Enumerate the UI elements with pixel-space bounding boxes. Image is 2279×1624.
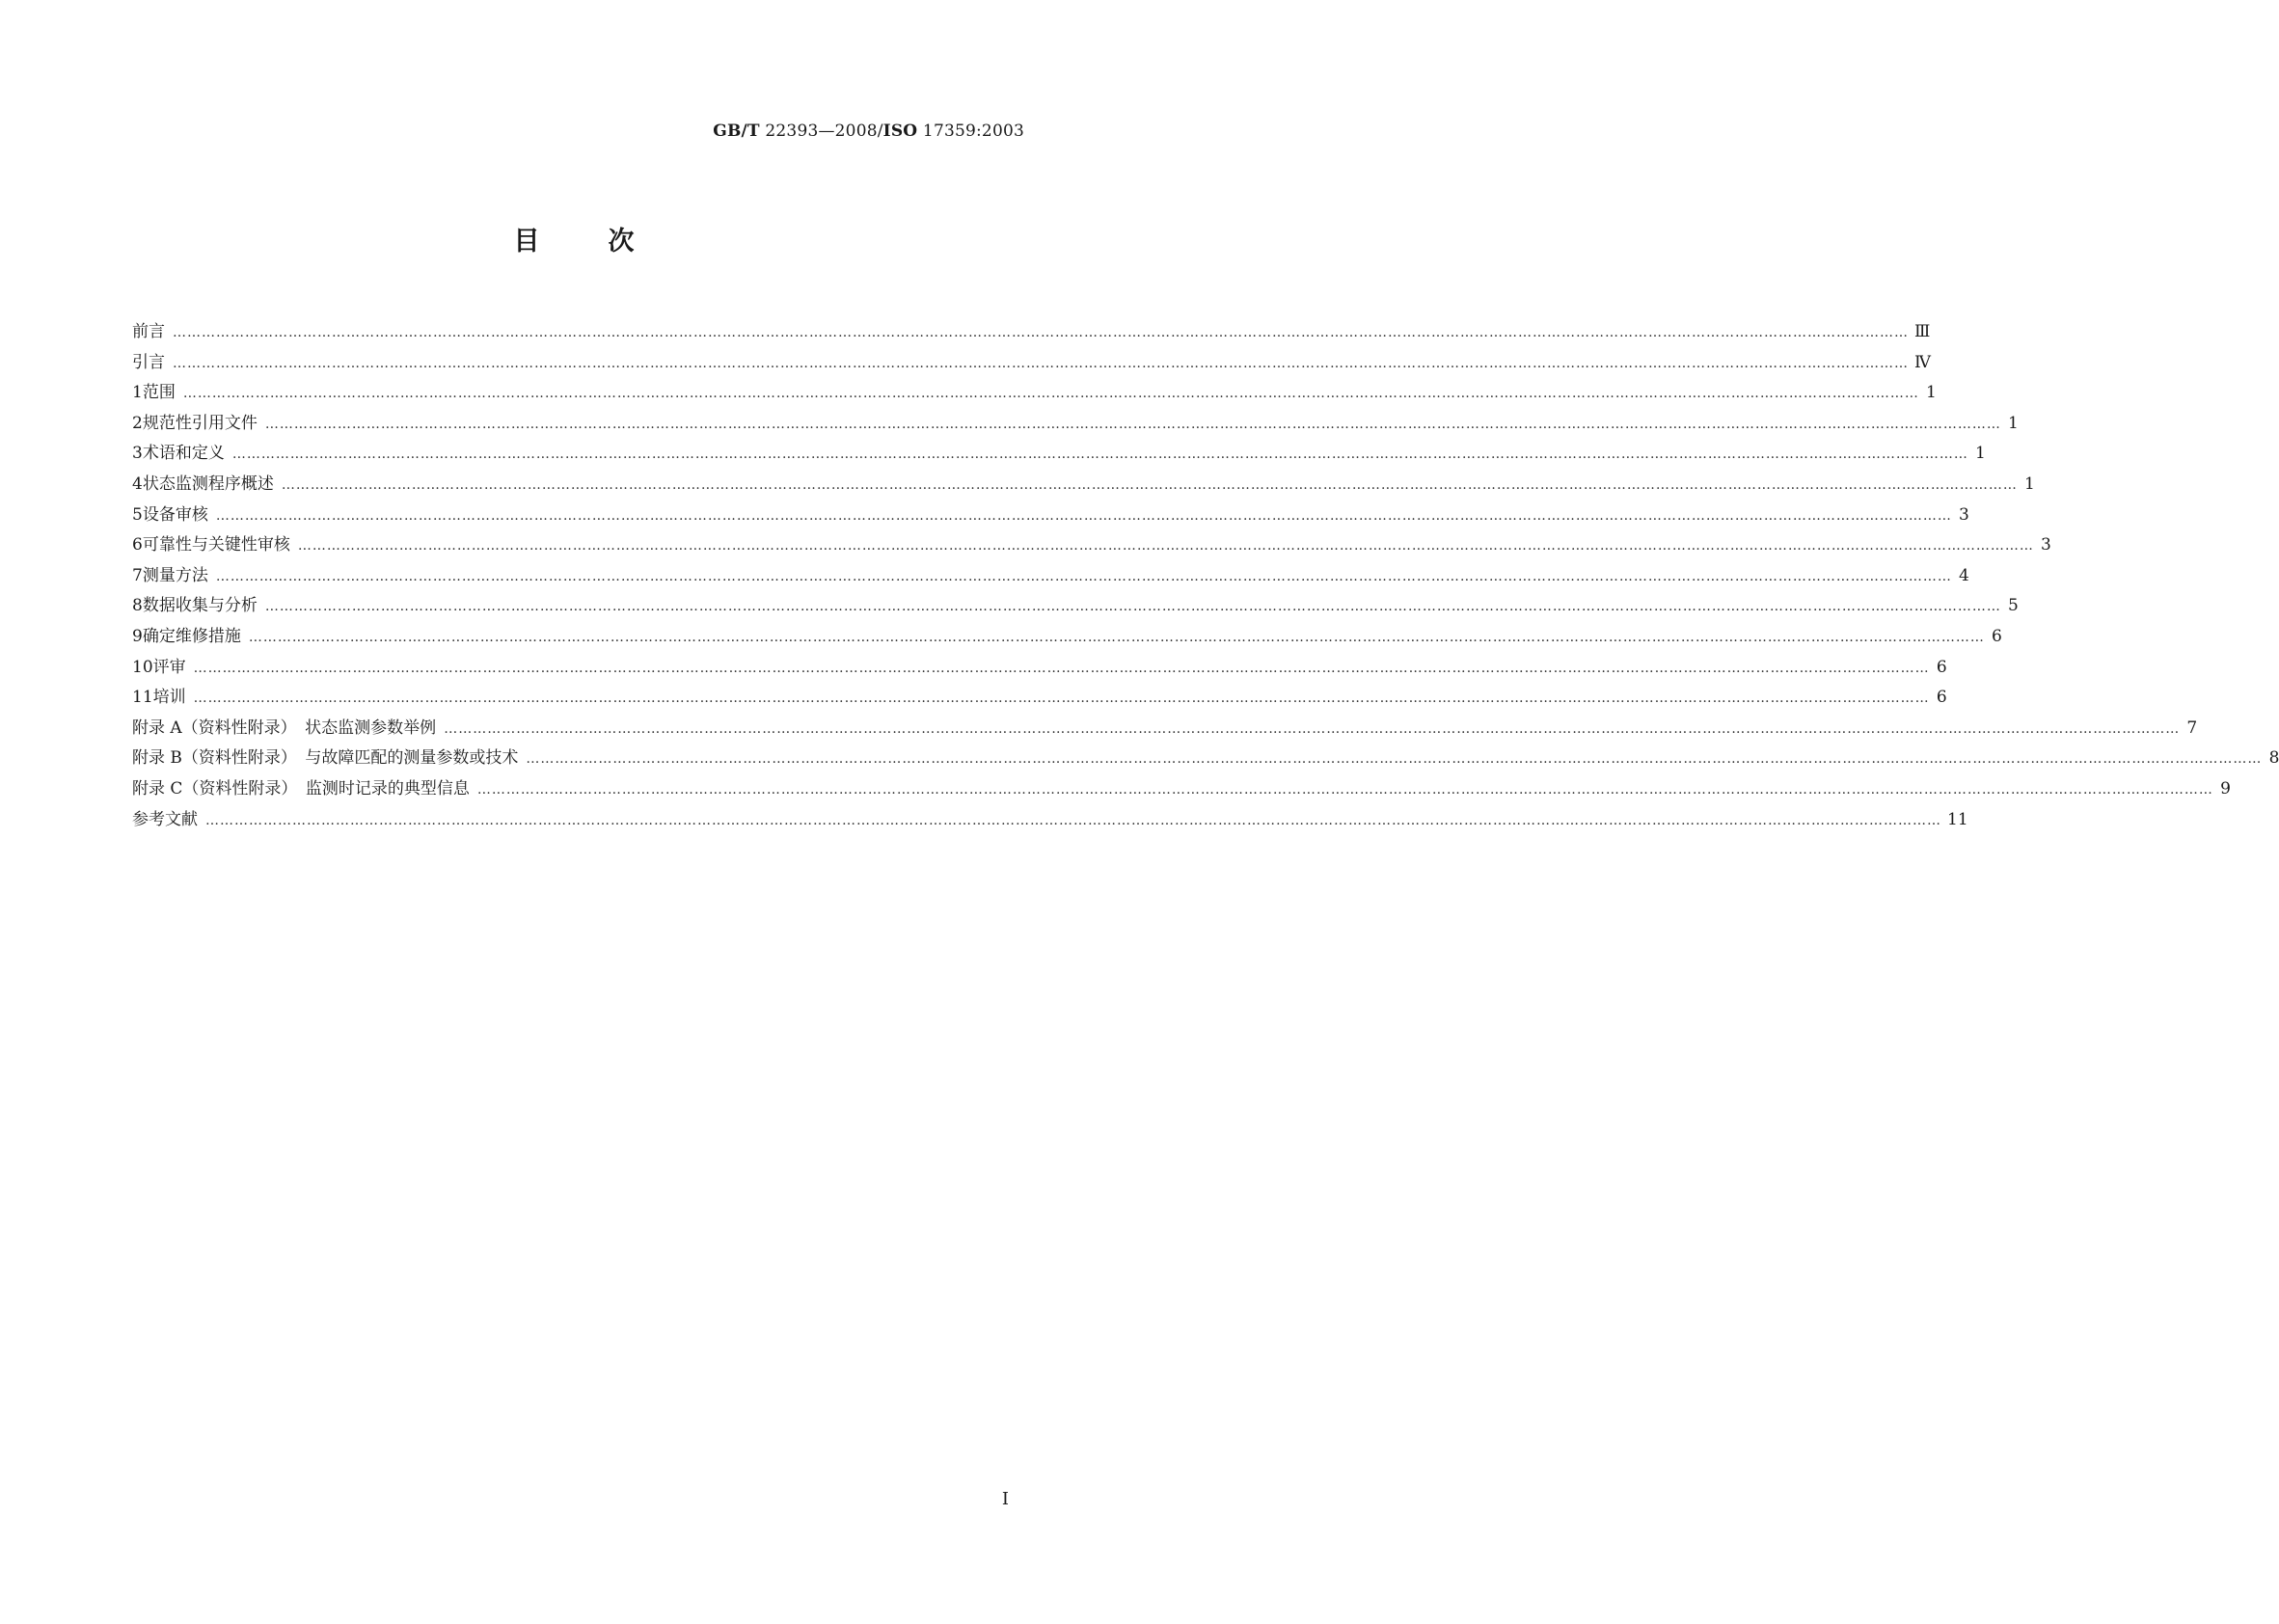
dot-leader: ……………………………………………………………………………………………………………………………………………………………………………………………………………………………………………………………………………………………………………………………… bbox=[526, 751, 2263, 768]
dot-leader: ……………………………………………………………………………………………………………………………………………………………………………………………………………………………………………………………………………………………………………………………… bbox=[264, 599, 2001, 615]
toc-entry-6[interactable] bbox=[132, 530, 2051, 561]
table-of-contents bbox=[132, 317, 2279, 835]
toc-number: 10 bbox=[132, 657, 153, 677]
toc-page-number: Ⅲ bbox=[1914, 322, 1931, 341]
dot-leader: ……………………………………………………………………………………………………………………………………………………………………………………………………………………………………………………………………………………………………………………………… bbox=[476, 781, 2213, 798]
toc-entry-3[interactable] bbox=[132, 439, 1986, 470]
toc-number: 6 bbox=[132, 535, 143, 555]
dot-leader: ……………………………………………………………………………………………………………………………………………………………………………………………………………………………………………………………………………………………………………………………… bbox=[281, 476, 2018, 493]
dot-leader: ……………………………………………………………………………………………………………………………………………………………………………………………………………………………………………………………………………………………………………………………… bbox=[193, 690, 1930, 707]
toc-page-number: 9 bbox=[2220, 778, 2231, 798]
toc-page-number: 6 bbox=[1936, 657, 1947, 677]
dot-leader: ……………………………………………………………………………………………………………………………………………………………………………………………………………………………………………………………………………………………………………………………… bbox=[215, 507, 1952, 524]
dot-leader: ……………………………………………………………………………………………………………………………………………………………………………………………………………………………………………………………………………………………………………………………… bbox=[231, 447, 1968, 463]
toc-page-number: 1 bbox=[2024, 474, 2035, 494]
toc-page-number: 6 bbox=[1992, 626, 2002, 646]
page-title bbox=[0, 220, 1149, 257]
dot-leader: ……………………………………………………………………………………………………………………………………………………………………………………………………………………………………………………………………………………………………………………………… bbox=[205, 812, 1941, 828]
toc-page-number: 4 bbox=[1959, 565, 1969, 585]
toc-page-number: 1 bbox=[2008, 413, 2019, 433]
toc-label: 数据收集与分析 bbox=[142, 596, 258, 616]
toc-label: 状态监测程序概述 bbox=[142, 474, 274, 494]
toc-entry-annex-c[interactable] bbox=[132, 774, 2231, 805]
title-char-1: 目 bbox=[513, 227, 541, 257]
toc-page-number: 3 bbox=[1959, 504, 1969, 525]
toc-page-number: 8 bbox=[2268, 748, 2279, 769]
iso-prefix: ISO bbox=[882, 122, 918, 141]
dot-leader: ……………………………………………………………………………………………………………………………………………………………………………………………………………………………………………………………………………………………………………………………… bbox=[248, 629, 1985, 645]
toc-page-number: 6 bbox=[1936, 688, 1947, 708]
toc-label: 规范性引用文件 bbox=[142, 413, 258, 433]
toc-number: 8 bbox=[132, 596, 143, 616]
toc-entry-9[interactable] bbox=[132, 622, 2002, 653]
toc-number: 3 bbox=[132, 444, 143, 464]
toc-entry-bibliography[interactable] bbox=[132, 805, 1968, 836]
toc-label: 附录 A（资料性附录） 状态监测参数举例 bbox=[132, 717, 437, 738]
toc-entry-8[interactable] bbox=[132, 591, 2019, 622]
toc-entry-7[interactable] bbox=[132, 561, 1969, 592]
toc-page-number: 1 bbox=[1975, 444, 1986, 464]
toc-label: 可靠性与关键性审核 bbox=[142, 535, 290, 555]
dot-leader: ……………………………………………………………………………………………………………………………………………………………………………………………………………………………………………………………………………………………………………………………… bbox=[264, 416, 2001, 432]
standard-prefix: GB/T bbox=[713, 122, 760, 141]
toc-label: 确定维修措施 bbox=[142, 626, 241, 646]
toc-label: 附录 C（资料性附录） 监测时记录的典型信息 bbox=[132, 778, 470, 798]
toc-entry-1[interactable] bbox=[132, 378, 1937, 409]
dot-leader: ……………………………………………………………………………………………………………………………………………………………………………………………………………………………………………………………………………………………………………………………… bbox=[173, 325, 1909, 340]
toc-page-number: 7 bbox=[2186, 717, 2198, 738]
toc-page-number: 1 bbox=[1926, 383, 1937, 403]
page-number: I bbox=[1001, 1489, 1009, 1509]
title-char-2: 次 bbox=[608, 227, 636, 257]
dot-leader: ……………………………………………………………………………………………………………………………………………………………………………………………………………………………………………………………………………………………………………………………… bbox=[297, 538, 2034, 555]
dot-leader: ……………………………………………………………………………………………………………………………………………………………………………………………………………………………………………………………………………………………………………………………… bbox=[173, 355, 1909, 371]
toc-label: 测量方法 bbox=[142, 565, 208, 585]
toc-number: 7 bbox=[132, 565, 143, 585]
toc-number: 9 bbox=[132, 626, 143, 646]
toc-label: 参考文献 bbox=[132, 809, 198, 829]
toc-entry-5[interactable] bbox=[132, 501, 1969, 531]
dot-leader: ……………………………………………………………………………………………………………………………………………………………………………………………………………………………………………………………………………………………………………………………… bbox=[444, 720, 2181, 737]
dot-leader: ……………………………………………………………………………………………………………………………………………………………………………………………………………………………………………………………………………………………………………………………… bbox=[193, 660, 1930, 676]
toc-number: 4 bbox=[132, 474, 143, 494]
toc-entry-annex-b[interactable] bbox=[132, 744, 2279, 774]
toc-label: 评审 bbox=[152, 657, 186, 677]
standard-code: 22393—2008/ bbox=[765, 122, 883, 141]
toc-entry-10[interactable] bbox=[132, 653, 1947, 684]
toc-page-number: 5 bbox=[2008, 596, 2019, 616]
toc-label: 引言 bbox=[132, 352, 165, 372]
toc-entry-4[interactable] bbox=[132, 470, 2035, 501]
toc-number: 2 bbox=[132, 413, 143, 433]
dot-leader: ……………………………………………………………………………………………………………………………………………………………………………………………………………………………………………………………………………………………………………………………… bbox=[215, 568, 1952, 584]
standard-number bbox=[713, 122, 1024, 141]
toc-label: 设备审核 bbox=[142, 504, 208, 525]
toc-label: 培训 bbox=[152, 688, 186, 708]
iso-code: 17359:2003 bbox=[922, 122, 1024, 141]
toc-number: 5 bbox=[132, 504, 143, 525]
toc-entry-11[interactable] bbox=[132, 683, 1947, 714]
toc-entry-annex-a[interactable] bbox=[132, 714, 2198, 744]
toc-label: 术语和定义 bbox=[142, 444, 225, 464]
toc-page-number: 3 bbox=[2041, 535, 2051, 555]
toc-entry-foreword[interactable] bbox=[132, 317, 1931, 348]
toc-label: 前言 bbox=[132, 322, 165, 341]
toc-entry-introduction[interactable] bbox=[132, 348, 1931, 379]
toc-number: 11 bbox=[132, 688, 153, 708]
toc-label: 范围 bbox=[142, 383, 176, 403]
dot-leader: ……………………………………………………………………………………………………………………………………………………………………………………………………………………………………………………………………………………………………………………………… bbox=[182, 386, 1919, 402]
toc-entry-2[interactable] bbox=[132, 409, 2019, 440]
toc-page-number: Ⅳ bbox=[1914, 352, 1931, 372]
toc-number: 1 bbox=[132, 383, 143, 403]
toc-page-number: 11 bbox=[1947, 809, 1968, 829]
toc-label: 附录 B（资料性附录） 与故障匹配的测量参数或技术 bbox=[132, 748, 519, 769]
